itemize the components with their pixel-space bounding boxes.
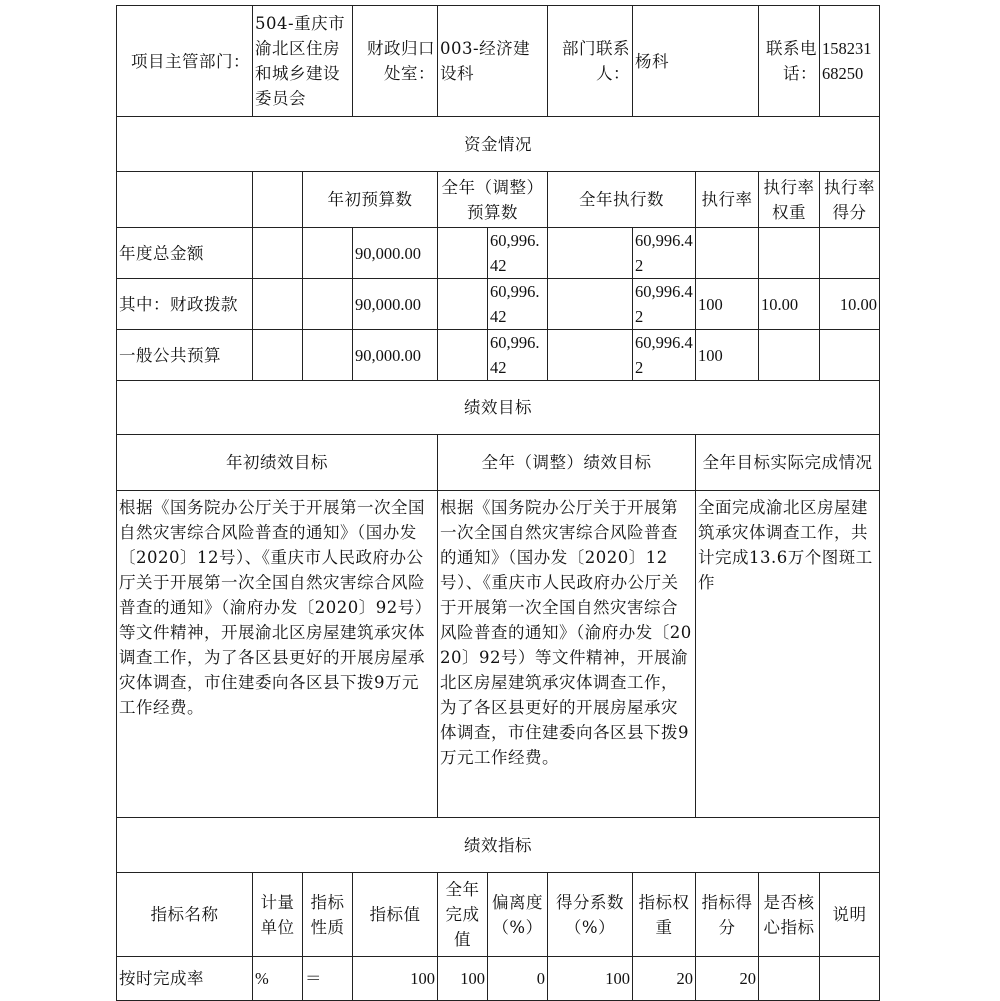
phone-label: 联系电话： [759,6,820,117]
funds-row-score: 10.00 [820,279,880,330]
funds-header-executed: 全年执行数 [548,172,696,228]
indicator-header: 指标得分 [696,873,759,957]
indicator-header: 指标性质 [303,873,353,957]
indicator-value: 100 [353,957,438,1001]
goals-header-initial: 年初绩效目标 [117,435,438,491]
funds-header-initial: 年初预算数 [303,172,438,228]
funds-row-rate: 100 [696,279,759,330]
funds-row-executed: 60,996.42 [633,279,696,330]
phone-value: 15823168250 [820,6,880,117]
indicator-header: 是否核心指标 [759,873,820,957]
indicators-header-row [117,873,880,957]
funds-header-weight: 执行率权重 [759,172,820,228]
indicator-unit: % [253,957,303,1001]
funds-row-weight [759,330,820,381]
indicator-coef: 100 [548,957,633,1001]
indicator-header: 指标权重 [633,873,696,957]
funds-section-title: 资金情况 [117,117,880,172]
funds-row-weight: 10.00 [759,279,820,330]
performance-table [116,5,880,1001]
indicator-header: 偏离度（%） [488,873,548,957]
funds-row-adjusted: 60,996.42 [488,228,548,279]
contact-value: 杨科 [633,6,759,117]
indicator-header: 说明 [820,873,880,957]
office-value: 003-经济建设科 [438,6,548,117]
indicator-done: 100 [438,957,488,1001]
indicator-name: 按时完成率 [117,957,253,1001]
funds-row-label: 年度总金额 [117,228,253,279]
office-label: 财政归口处室： [353,6,438,117]
funds-row-rate: 100 [696,330,759,381]
indicator-header: 计量单位 [253,873,303,957]
goals-initial-text: 根据《国务院办公厅关于开展第一次全国自然灾害综合风险普查的通知》（国办发〔2020〕12号）、《重庆市人民政府办公厅关于开展第一次全国自然灾害综合风险普查的通知》（渝府办发〔2020〕92号）等文件精神，开展渝北区房屋建筑承灾体调查工作，为了各区县更好的开展房屋承灾体调查，市住建委向各区县下拨9万元工作经费。 [117,491,438,818]
funds-row [117,228,880,279]
funds-row [117,279,880,330]
header-row [117,6,880,117]
funds-row-initial: 90,000.00 [353,330,438,381]
indicator-score: 20 [696,957,759,1001]
indicator-deviation: 0 [488,957,548,1001]
funds-row-executed: 60,996.42 [633,228,696,279]
goals-header-adjusted: 全年（调整）绩效目标 [438,435,696,491]
goals-header-row [117,435,880,491]
funds-header-row [117,172,880,228]
goals-section-title: 绩效目标 [117,381,880,435]
funds-row-initial: 90,000.00 [353,279,438,330]
indicator-note [820,957,880,1001]
indicator-nature: ＝ [303,957,353,1001]
funds-row-rate [696,228,759,279]
funds-row-adjusted: 60,996.42 [488,330,548,381]
indicator-core [759,957,820,1001]
funds-header-adjusted: 全年（调整）预算数 [438,172,548,228]
goals-actual-text: 全面完成渝北区房屋建筑承灾体调查工作，共计完成13.6万个图斑工作 [696,491,880,818]
funds-row-score [820,330,880,381]
funds-header-score: 执行率得分 [820,172,880,228]
funds-row-adjusted: 60,996.42 [488,279,548,330]
indicator-weight: 20 [633,957,696,1001]
contact-label: 部门联系人： [548,6,633,117]
funds-row-score [820,228,880,279]
funds-row-label: 一般公共预算 [117,330,253,381]
indicators-section-title: 绩效指标 [117,818,880,873]
funds-row [117,330,880,381]
dept-label: 项目主管部门： [117,6,253,117]
indicator-row [117,957,880,1001]
funds-row-label: 其中：财政拨款 [117,279,253,330]
funds-row-weight [759,228,820,279]
goals-adjusted-text: 根据《国务院办公厅关于开展第一次全国自然灾害综合风险普查的通知》（国办发〔2020〕12号）、《重庆市人民政府办公厅关于开展第一次全国自然灾害综合风险普查的通知》（渝府办发〔2020〕92号）等文件精神，开展渝北区房屋建筑承灾体调查工作，为了各区县更好的开展房屋承灾体调查，市住建委向各区县下拨9万元工作经费。 [438,491,696,818]
funds-header-rate: 执行率 [696,172,759,228]
indicator-header: 指标值 [353,873,438,957]
funds-row-executed: 60,996.42 [633,330,696,381]
indicator-header: 全年完成值 [438,873,488,957]
goals-content-row [117,491,880,818]
indicator-header: 指标名称 [117,873,253,957]
indicator-header: 得分系数（%） [548,873,633,957]
goals-header-actual: 全年目标实际完成情况 [696,435,880,491]
dept-value: 504-重庆市渝北区住房和城乡建设委员会 [253,6,353,117]
funds-row-initial: 90,000.00 [353,228,438,279]
